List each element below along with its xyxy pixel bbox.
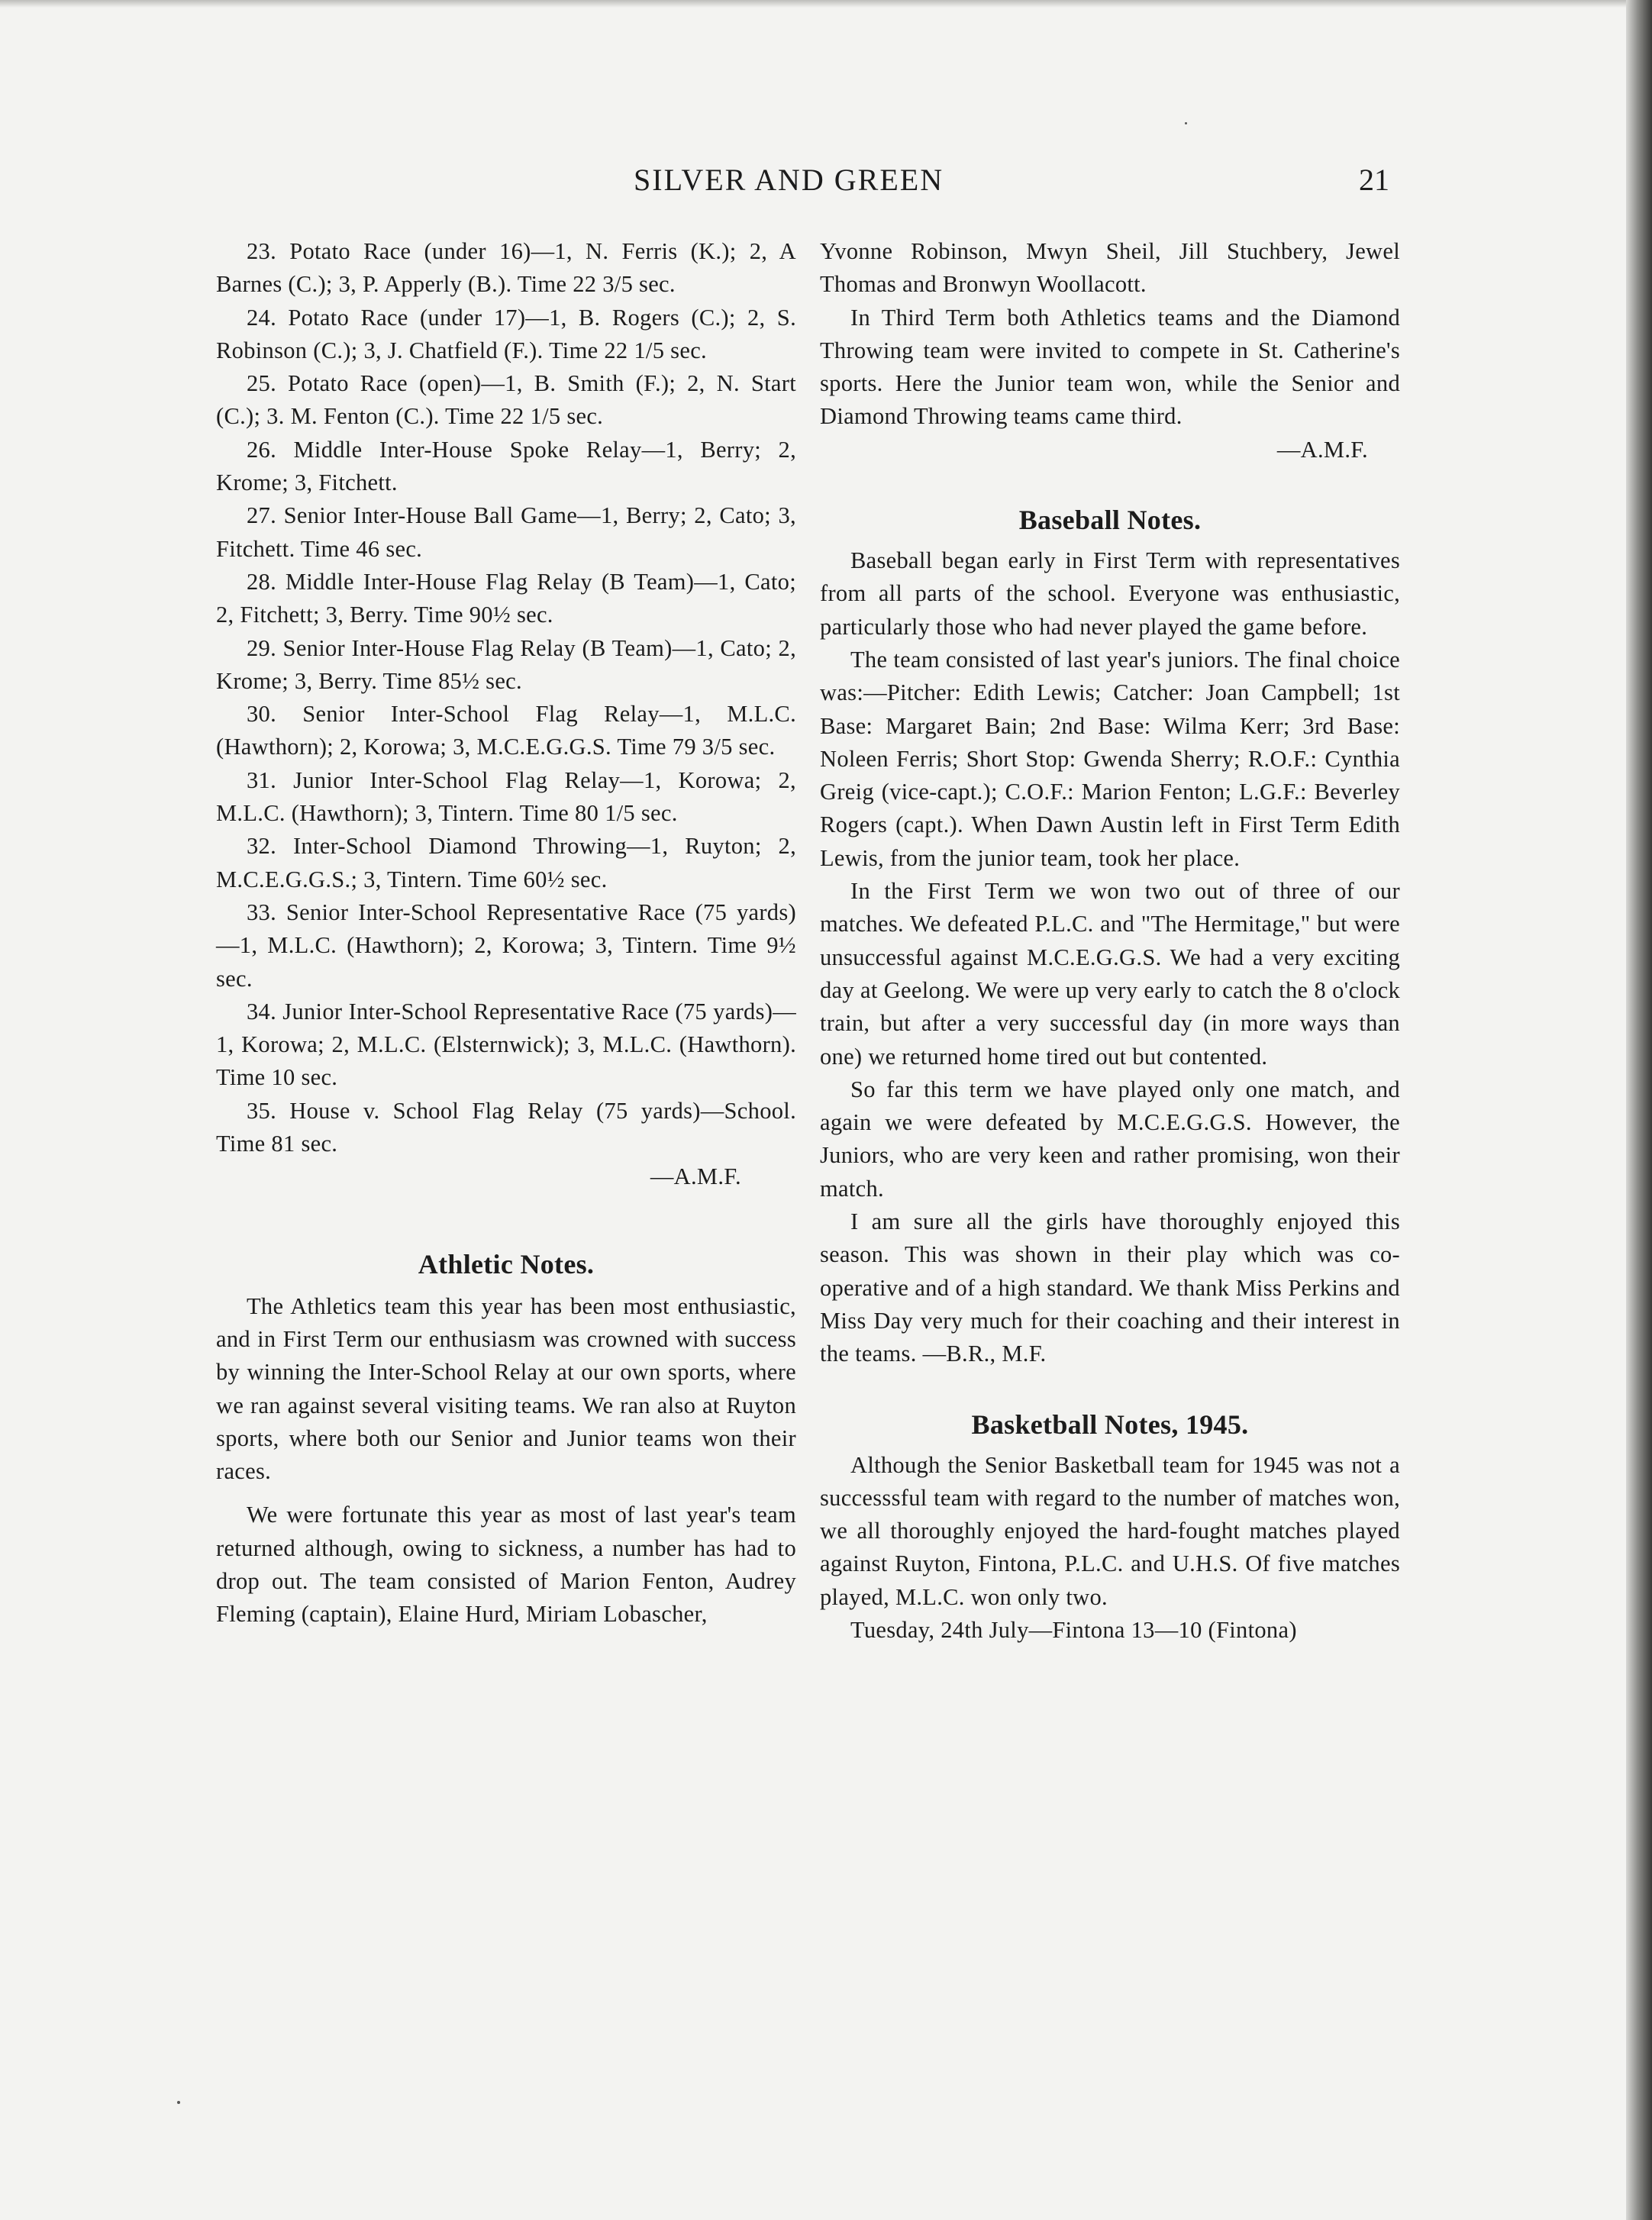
left-column <box>216 235 796 1631</box>
result-entry: 28. Middle Inter-House Flag Relay (B Team)—1, Cato; 2, Fitchett; 3, Berry. Time 90½ sec. <box>216 568 796 628</box>
page-binding-edge <box>1626 0 1652 2220</box>
page-number: 21 <box>1359 163 1389 197</box>
results-signature: —A.M.F. <box>650 1163 741 1190</box>
right-column <box>820 235 1400 1647</box>
athletic-third-term: In Third Term both Athletics teams and the Diamond Throwing team were invited to compete in St. Catherine's sports. Here the Junior team won, while the Senior and Diamond Throwing teams came third. <box>820 304 1400 430</box>
page-top-edge-shadow <box>0 0 1652 8</box>
baseball-paragraph: So far this term we have played only one match, and again we were defeated by M.C.E.G.G.S. However, the Juniors, who are very keen and rather promising, won their match. <box>820 1076 1400 1202</box>
result-entry: 23. Potato Race (under 16)—1, N. Ferris (K.); 2, A Barnes (C.); 3, P. Apperly (B.). Time 22 3/5 sec. <box>216 238 796 298</box>
basketball-paragraph: Although the Senior Basketball team for 1945 was not a successsful team with regard to the number of matches won, we all thoroughly enjoyed the hard-fought matches played against Ruyton, Fintona, P.L.C. and U.H.S. Of five matches played, M.L.C. won only two. <box>820 1451 1400 1610</box>
athletic-paragraph: The Athletics team this year has been most enthusiastic, and in First Term our enthusiasm was crowned with success by winning the Inter-School Relay at our own sports, where we ran against several visiting teams. We ran also at Ruyton sports, where both our Senior and Junior teams won their races. <box>216 1292 796 1485</box>
result-entry: 30. Senior Inter-School Flag Relay—1, M.L.C. (Hawthorn); 2, Korowa; 3, M.C.E.G.G.S. Time 79 3/5 sec. <box>216 701 796 760</box>
print-speck <box>1185 122 1187 124</box>
baseball-paragraph: I am sure all the girls have thoroughly enjoyed this season. This was shown in their play which was co-operative and of a high standard. We thank Miss Perkins and Miss Day very much for their coaching and their interest in the teams. —B.R., M.F. <box>820 1208 1400 1367</box>
journal-title: SILVER AND GREEN <box>634 163 944 197</box>
athletic-paragraph: We were fortunate this year as most of last year's team returned although, owing to sickness, a number has had to drop out. The team consisted of Marion Fenton, Audrey Fleming (captain), Elaine Hurd, Miriam Lobascher, <box>216 1502 796 1628</box>
baseball-notes-heading: Baseball Notes. <box>1018 505 1202 536</box>
result-entry: 27. Senior Inter-House Ball Game—1, Berry; 2, Cato; 3, Fitchett. Time 46 sec. <box>216 502 796 562</box>
athletic-signature: —A.M.F. <box>1276 436 1368 463</box>
running-head <box>198 162 1389 208</box>
result-entry: 26. Middle Inter-House Spoke Relay—1, Berry; 2, Krome; 3, Fitchett. <box>216 436 796 496</box>
result-entry: 31. Junior Inter-School Flag Relay—1, Korowa; 2, M.L.C. (Hawthorn); 3, Tintern. Time 80 1/5 sec. <box>216 766 796 827</box>
result-entry: 35. House v. School Flag Relay (75 yards)—School. Time 81 sec. <box>216 1097 796 1157</box>
basketball-paragraph: Tuesday, 24th July—Fintona 13—10 (Fintona) <box>850 1616 1297 1643</box>
result-entry: 29. Senior Inter-House Flag Relay (B Team)—1, Cato; 2, Krome; 3, Berry. Time 85½ sec. <box>216 634 796 694</box>
baseball-paragraph: In the First Term we won two out of three of our matches. We defeated P.L.C. and "The Hermitage," but were unsuccessful against M.C.E.G.G.S. We had a very exciting day at Geelong. We were up very early to catch the 8 o'clock train, but after a very successful day (in more ways than one) we returned home tired out but contented. <box>820 878 1400 1070</box>
result-entry: 33. Senior Inter-School Representative Race (75 yards)—1, M.L.C. (Hawthorn); 2, Korowa; 3, Tintern. Time 9½ sec. <box>216 899 796 992</box>
result-entry: 25. Potato Race (open)—1, B. Smith (F.); 2, N. Start (C.); 3. M. Fenton (C.). Time 22 1/5 sec. <box>216 370 796 430</box>
baseball-paragraph: The team consisted of last year's juniors. The final choice was:—Pitcher: Edith Lewis; Catcher: Joan Campbell; 1st Base: Margaret Bain; 2nd Base: Wilma Kerr; 3rd Base: Noleen Ferris; Short Stop: Gwenda Sherry; R.O.F.: Cynthia Greig (vice-capt.); C.O.F.: Marion Fenton; L.G.F.: Beverley Rogers (capt.). When Dawn Austin left in First Term Edith Lewis, from the junior team, took her place. <box>820 646 1400 871</box>
baseball-paragraph: Baseball began early in First Term with representatives from all parts of the school. Everyone was enthusiastic, particularly those who had never played the game before. <box>820 547 1400 640</box>
basketball-notes-heading: Basketball Notes, 1945. <box>971 1408 1249 1440</box>
result-entry: 32. Inter-School Diamond Throwing—1, Ruyton; 2, M.C.E.G.G.S.; 3, Tintern. Time 60½ sec. <box>216 833 796 892</box>
result-entry: 24. Potato Race (under 17)—1, B. Rogers (C.); 2, S. Robinson (C.); 3, J. Chatfield (F.). Time 22 1/5 sec. <box>216 304 796 363</box>
athletic-notes-heading: Athletic Notes. <box>418 1248 595 1279</box>
print-speck <box>177 2101 180 2104</box>
result-entry: 34. Junior Inter-School Representative Race (75 yards)—1, Korowa; 2, M.L.C. (Elsternwick); 3, M.L.C. (Hawthorn). Time 10 sec. <box>216 998 796 1091</box>
athletic-continuation: Yvonne Robinson, Mwyn Sheil, Jill Stuchbery, Jewel Thomas and Bronwyn Woollacott. <box>820 238 1400 298</box>
